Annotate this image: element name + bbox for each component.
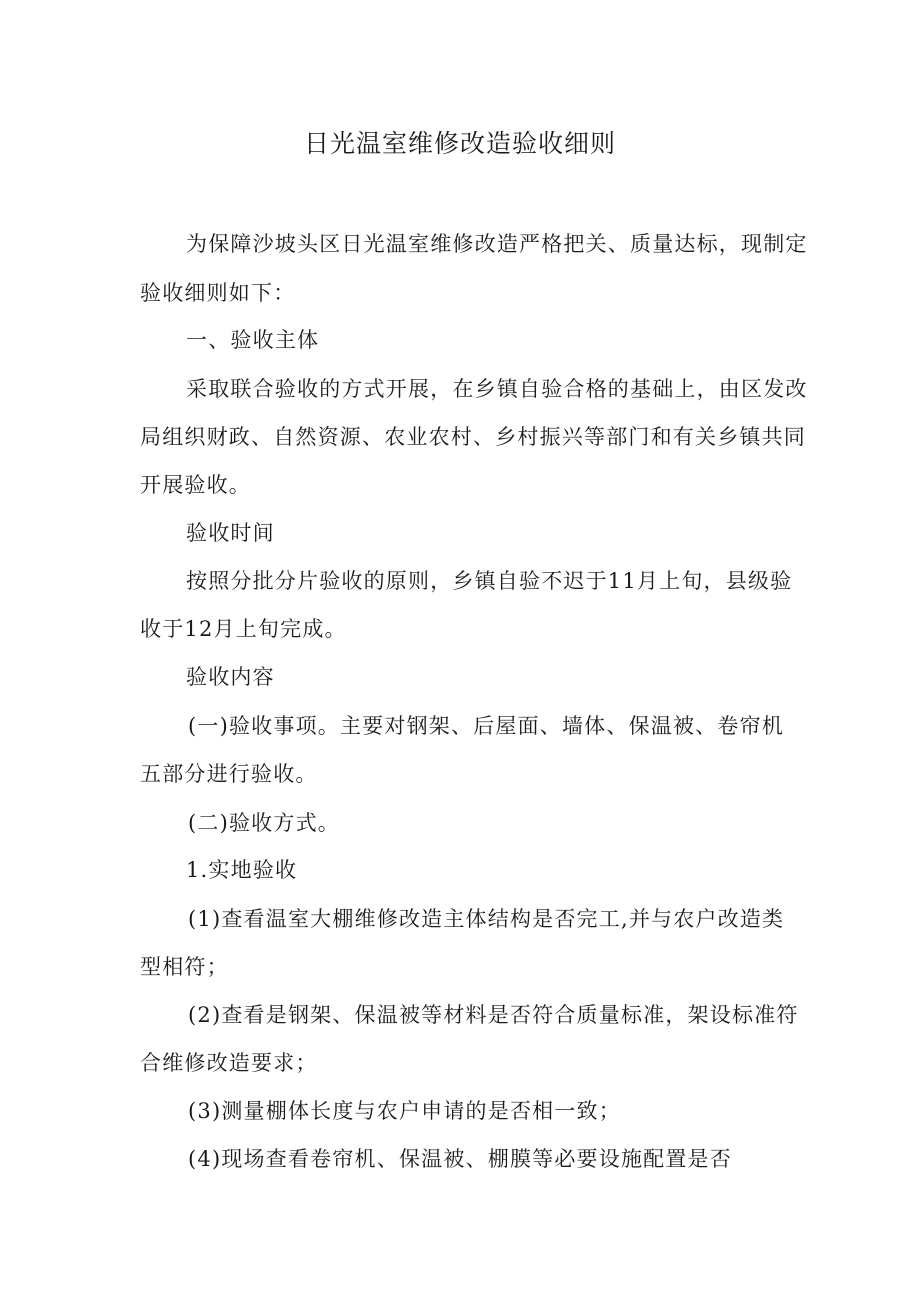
section-heading: 验收时间 [186,521,275,545]
paragraph-line: 开展验收。 [140,473,251,497]
section-heading: 验收内容 [186,665,275,689]
paragraph-line: 验收细则如下： [140,281,296,305]
list-item-line: (4)现场查看卷帘机、保温被、棚膜等必要设施配置是否 [188,1147,732,1171]
subsection-heading: (二)验收方式。 [188,811,340,835]
paragraph-line: 局组织财政、自然资源、农业农村、乡村振兴等部门和有关乡镇共同 [140,425,806,449]
paragraph-line: 采取联合验收的方式开展，在乡镇自验合格的基础上，由区发改 [186,377,808,401]
list-item-line: 合维修改造要求； [140,1051,318,1075]
paragraph-line: (一)验收事项。主要对钢架、后屋面、墙体、保温被、卷帘机 [188,714,784,738]
paragraph-line: 五部分进行验收。 [140,762,318,786]
paragraph-line: 收于12月上旬完成。 [140,617,347,641]
list-item-line: (1)查看温室大棚维修改造主体结构是否完工,并与农户改造类 [188,907,785,931]
document-title: 日光温室维修改造验收细则 [303,129,616,158]
list-item-line: (2)查看是钢架、保温被等材料是否符合质量标准，架设标准符 [188,1003,799,1027]
item-heading: 1.实地验收 [186,858,298,882]
paragraph-line: 按照分批分片验收的原则，乡镇自验不迟于11月上旬，县级验 [186,569,793,593]
list-item-line: (3)测量棚体长度与农户申请的是否相一致； [188,1099,621,1123]
section-heading: 一、验收主体 [186,328,320,352]
list-item-line: 型相符； [140,955,229,979]
paragraph-line: 为保障沙坡头区日光温室维修改造严格把关、质量达标，现制定 [186,232,808,256]
